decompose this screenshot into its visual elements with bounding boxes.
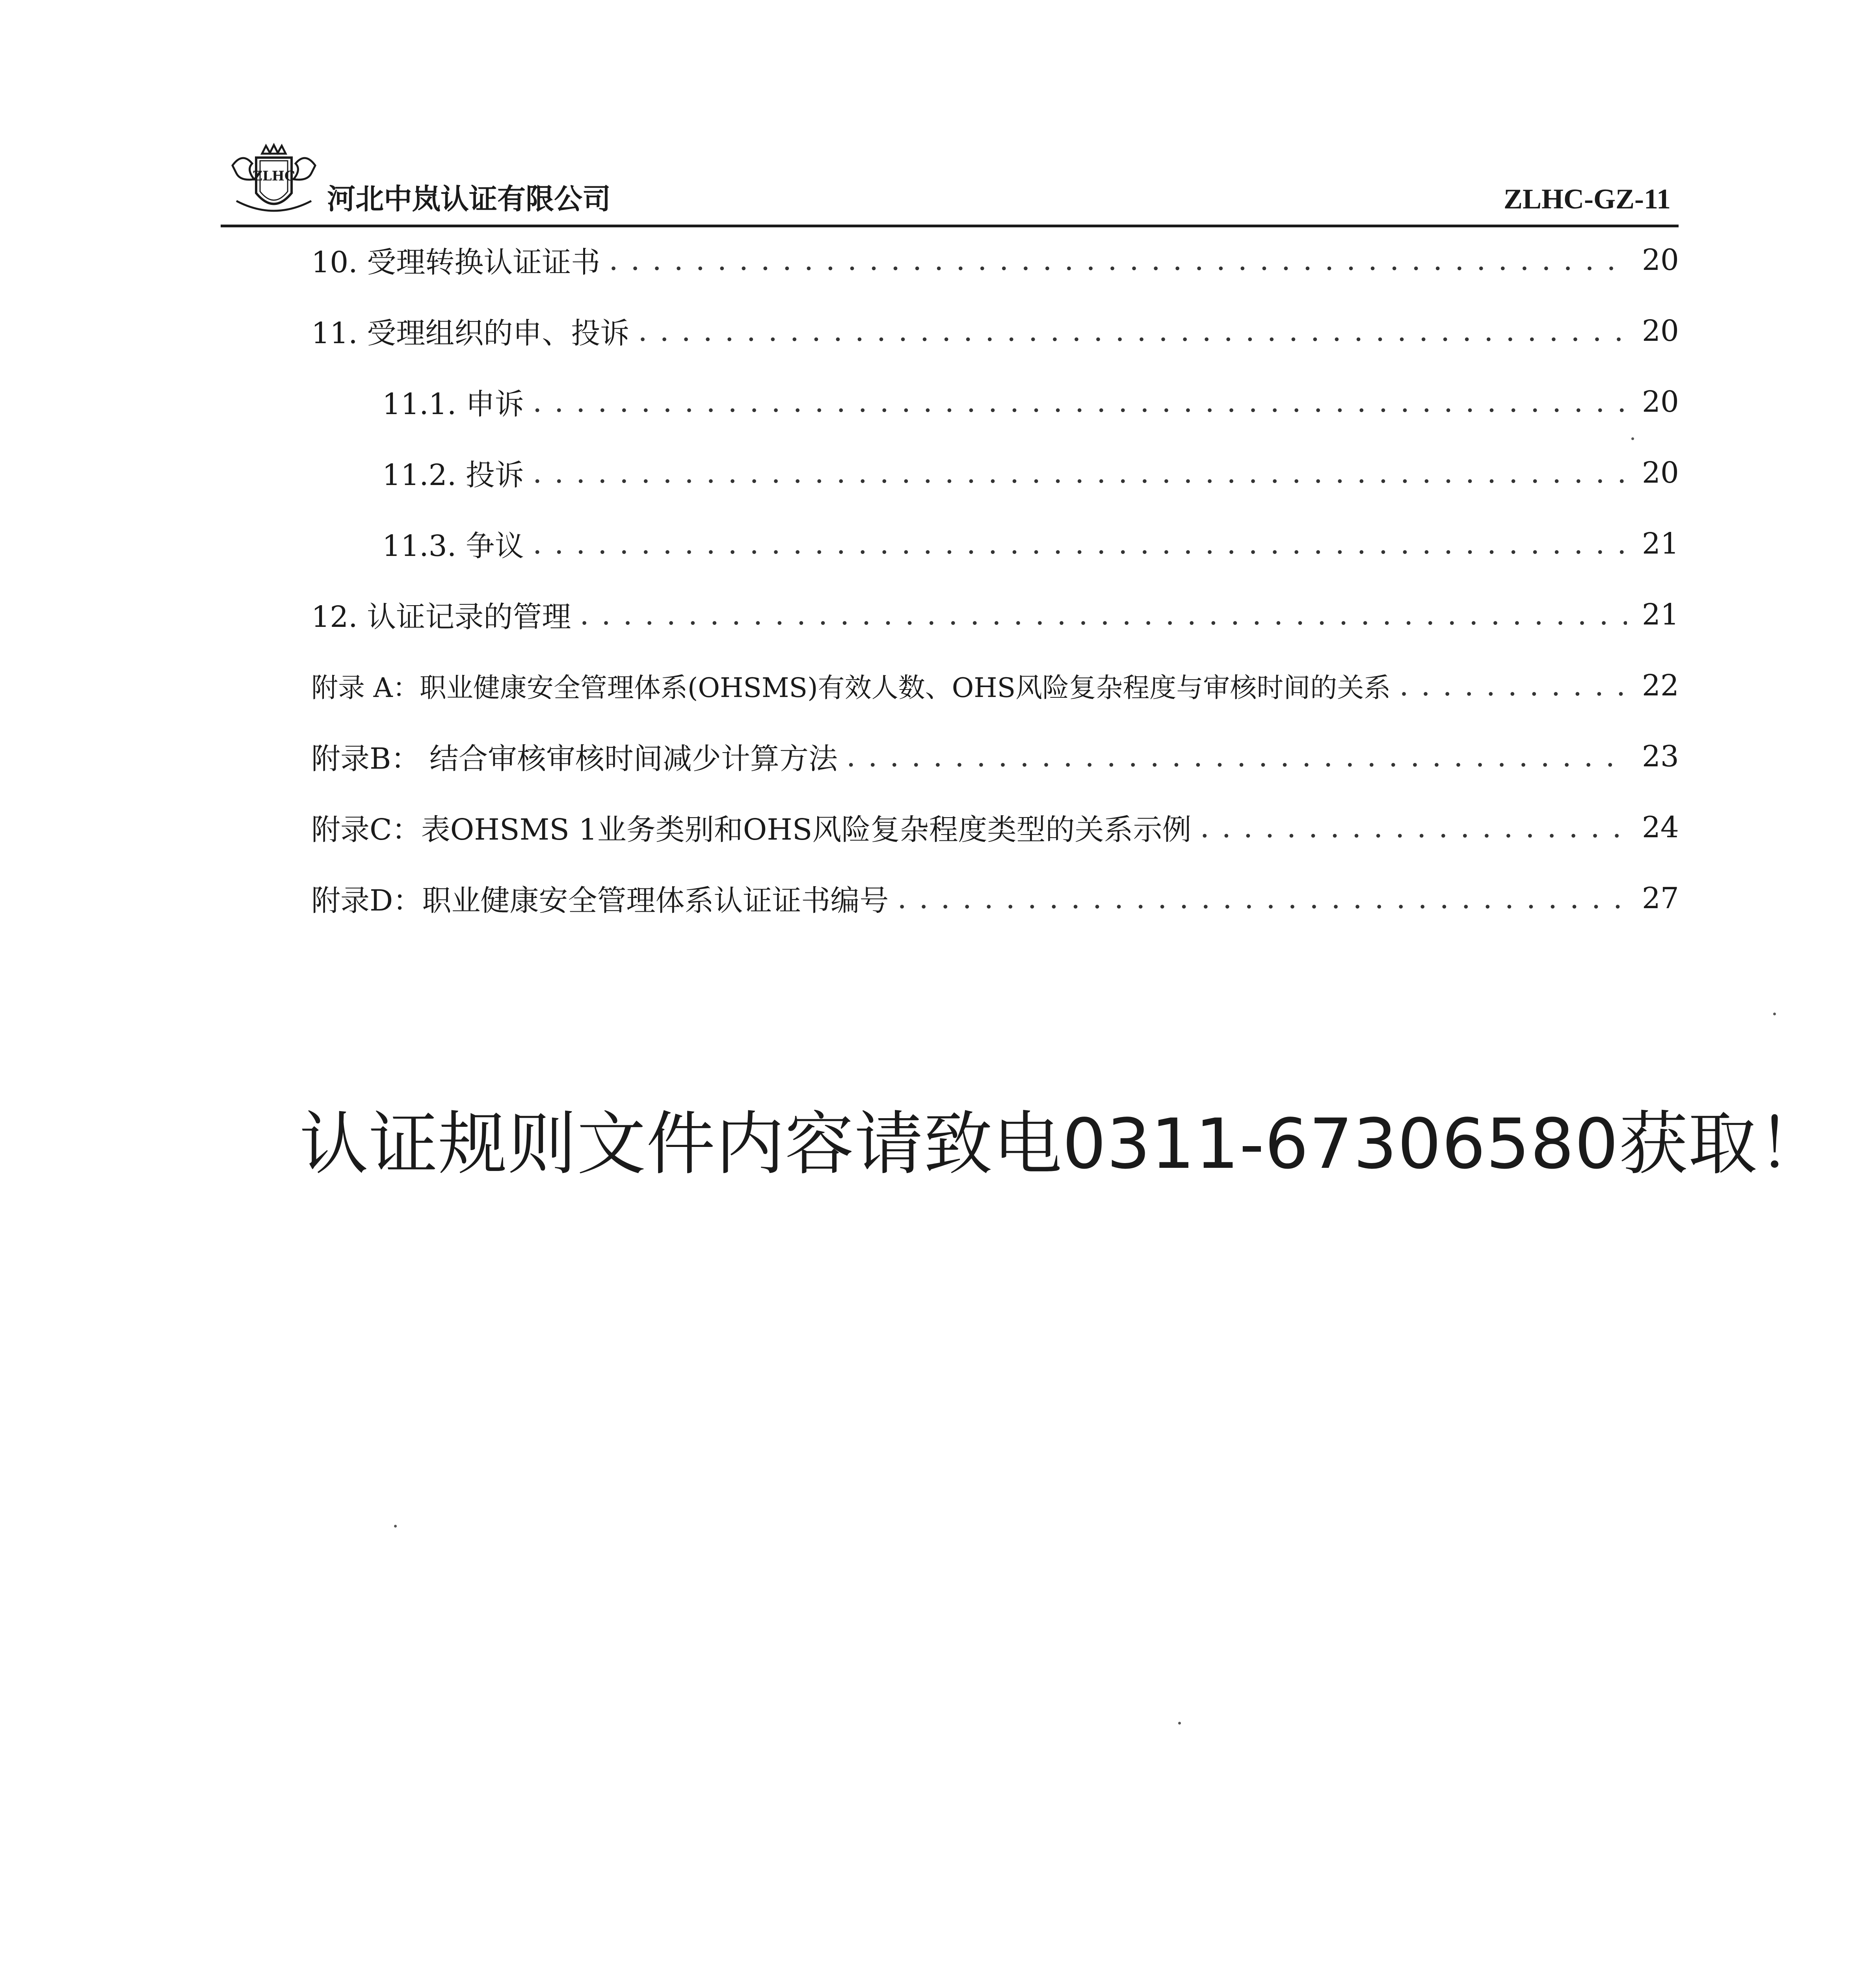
company-name: 河北中岚认证有限公司 [327, 182, 611, 216]
toc-entry-page: 20 [1642, 456, 1679, 490]
toc-leader-dots [846, 740, 1627, 773]
toc-entry-page: 21 [1642, 598, 1679, 632]
toc-entry[interactable] [311, 307, 1679, 355]
toc-entry-label: 11.1. 申诉 [382, 387, 524, 421]
toc-entry-label: 11. 受理组织的申、投诉 [311, 316, 630, 350]
toc-leader-dots [897, 881, 1627, 915]
toc-entry[interactable] [311, 236, 1679, 284]
toc-leader-dots [609, 243, 1627, 277]
toc-leader-dots [1399, 669, 1627, 703]
scan-speck [1773, 1013, 1776, 1015]
toc-entry-page: 20 [1642, 243, 1679, 277]
toc-leader-dots [580, 598, 1627, 632]
toc-entry[interactable] [311, 875, 1679, 922]
document-code: ZLHC-GZ-11 [1503, 183, 1671, 215]
toc-leader-dots [533, 385, 1627, 419]
toc-entry-label: 11.2. 投诉 [382, 458, 524, 492]
toc-entry-label: 附录D：职业健康安全管理体系认证证书编号 [311, 884, 889, 918]
toc-entry[interactable] [382, 449, 1679, 496]
toc-entry-label: 附录 A：职业健康安全管理体系(OHSMS)有效人数、OHS风险复杂程度与审核时间的关系 [311, 672, 1391, 704]
toc-entry-label: 12. 认证记录的管理 [311, 600, 571, 634]
contact-notice: 认证规则文件内容请致电0311-67306580获取！ [299, 1104, 1827, 1184]
toc-entry-page: 27 [1642, 881, 1679, 915]
toc-entry-label: 11.3. 争议 [382, 529, 524, 563]
toc-entry-page: 22 [1642, 669, 1679, 703]
toc-entry-page: 24 [1642, 810, 1679, 844]
toc-leader-dots [533, 527, 1627, 561]
toc-entry-label: 附录C：表OHSMS 1业务类别和OHS风险复杂程度类型的关系示例 [311, 813, 1192, 847]
logo-text: ZLHC [253, 168, 295, 184]
toc-entry-label: 10. 受理转换认证证书 [311, 245, 601, 279]
toc-entry[interactable] [311, 662, 1679, 709]
toc-entry[interactable] [311, 733, 1679, 780]
toc-leader-dots [638, 314, 1627, 348]
toc-entry-label: 附录B： 结合审核审核时间减少计算方法 [311, 742, 838, 776]
toc-entry[interactable] [382, 520, 1679, 567]
scan-speck [1178, 1722, 1181, 1725]
toc-entry-page: 20 [1642, 314, 1679, 348]
toc-entry-page: 20 [1642, 385, 1679, 419]
toc-entry-page: 21 [1642, 527, 1679, 561]
scan-speck [1631, 437, 1634, 440]
toc-leader-dots [533, 456, 1627, 490]
scan-speck [394, 1525, 397, 1528]
toc-leader-dots [1200, 810, 1627, 844]
toc-entry[interactable] [311, 591, 1679, 638]
toc-entry[interactable] [311, 804, 1679, 851]
toc-entry-page: 23 [1642, 740, 1679, 773]
toc-entry[interactable] [382, 378, 1679, 426]
